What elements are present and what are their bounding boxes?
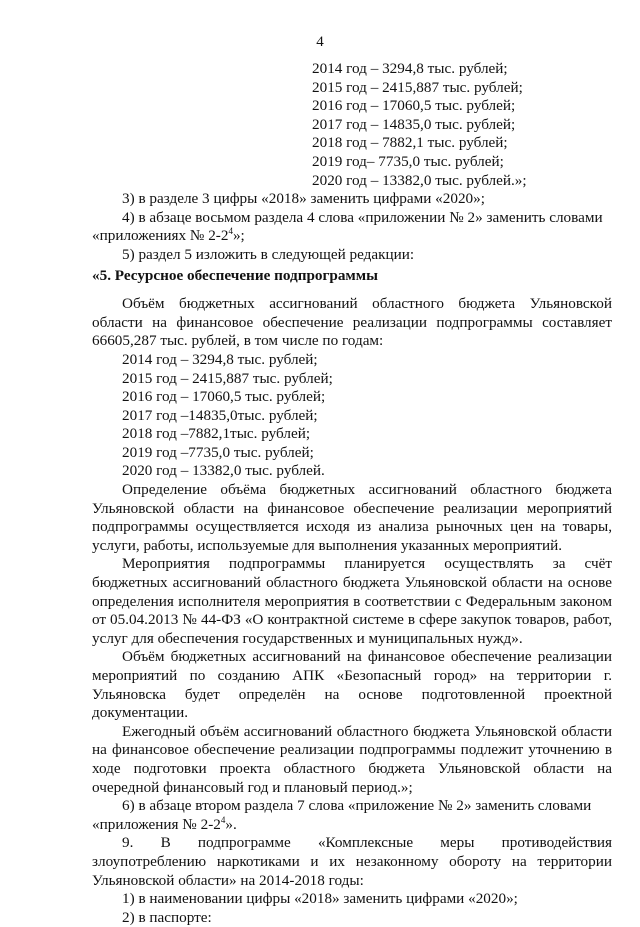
item-4 [92,209,612,228]
funding-by-year-list [122,351,612,481]
item-6-text: «приложения № 2-2 [92,815,221,833]
paragraph-events: Мероприятия подпрограммы планируется осуществлять за счёт бюджетных ассигнований областного бюджета Ульяновской области на основе определения исполнителя мероприятия в соответствии с Федеральным законом от 05.04.2013 № 44-ФЗ «О контрактной системе в сфере закупок товаров, работ, услуг для обеспечения государственных и муниципальных нужд». [92,555,612,647]
item-6-continuation [92,816,612,835]
year-line: 2016 год – 17060,5 тыс. рублей; [122,388,326,406]
item-4-continuation [92,227,612,246]
item-6-line1: 6) в абзаце втором раздела 7 слова «приложение № 2» заменить словами [122,797,592,815]
sub-item-2: 2) в паспорте: [122,908,212,926]
year-line: 2019 год –7735,0 тыс. рублей; [122,443,314,461]
item-4-line1: 4) в абзаце восьмом раздела 4 слова «приложении № 2» заменить словами [122,208,603,226]
year-line: 2017 год – 14835,0 тыс. рублей; [312,115,516,133]
page-number: 4 [316,34,324,50]
sub-item-1: 1) в наименовании цифры «2018» заменить цифрами «2020»; [122,890,518,908]
year-line: 2019 год– 7735,0 тыс. рублей; [312,152,504,170]
item-4-text: «приложениях № 2-2 [92,227,229,245]
paragraph-annual: Ежегодный объём ассигнований областного бюджета Ульяновской области на финансовое обеспечение реализации подпрограммы подлежит уточнению в ходе подготовки проекта областного бюджета Ульяновской области на очередной финансовый год и плановый период.»; [92,722,612,796]
year-line: 2017 год –14835,0тыс. рублей; [122,406,318,424]
item-3: 3) в разделе 3 цифры «2018» заменить цифрами «2020»; [122,190,485,208]
year-line: 2014 год – 3294,8 тыс. рублей; [312,60,508,77]
funding-by-year-list-previous [312,60,612,190]
year-line: 2018 год –7882,1тыс. рублей; [122,425,311,443]
superscript: 4 [228,226,233,237]
year-line: 2018 год – 7882,1 тыс. рублей; [312,134,508,152]
item-6-tail: ». [225,815,237,833]
document-body [92,60,612,927]
item-5: 5) раздел 5 изложить в следующей редакции: [122,245,415,263]
year-line: 2014 год – 3294,8 тыс. рублей; [122,350,318,368]
year-line: 2020 год – 13382,0 тыс. рублей.»; [312,171,527,189]
section-heading: «5. Ресурсное обеспечение подпрограммы [92,266,378,284]
item-6 [92,797,612,816]
paragraph-definition: Определение объёма бюджетных ассигнований областного бюджета Ульяновской области на финансовое обеспечение реализации мероприятий подпрограммы осуществляется исходя из анализа рыночных цен на товары, услуги, работы, используемые для выполнения указанных мероприятий. [92,481,612,554]
paragraph-total-funding: Объём бюджетных ассигнований областного бюджета Ульяновской области на финансовое обеспечение реализации подпрограммы составляет 66605,287 тыс. рублей, в том числе по годам: [92,295,612,350]
paragraph-apk: Объём бюджетных ассигнований на финансовое обеспечение реализации мероприятий по созданию АПК «Безопасный город» на территории г. Ульяновска будет определён на основе подготовленной проектной документации. [92,648,612,722]
superscript: 4 [220,814,226,825]
year-line: 2016 год – 17060,5 тыс. рублей; [312,97,516,115]
year-line: 2015 год – 2415,887 тыс. рублей; [312,78,523,96]
item-4-tail: »; [232,227,245,245]
year-line: 2015 год – 2415,887 тыс. рублей; [122,369,333,387]
year-line: 2020 год – 13382,0 тыс. рублей. [122,462,325,480]
item-9: 9. В подпрограмме «Комплексные меры противодействия злоупотреблению наркотиками и их незаконному обороту на территории Ульяновской области» на 2014-2018 годы: [92,834,612,889]
